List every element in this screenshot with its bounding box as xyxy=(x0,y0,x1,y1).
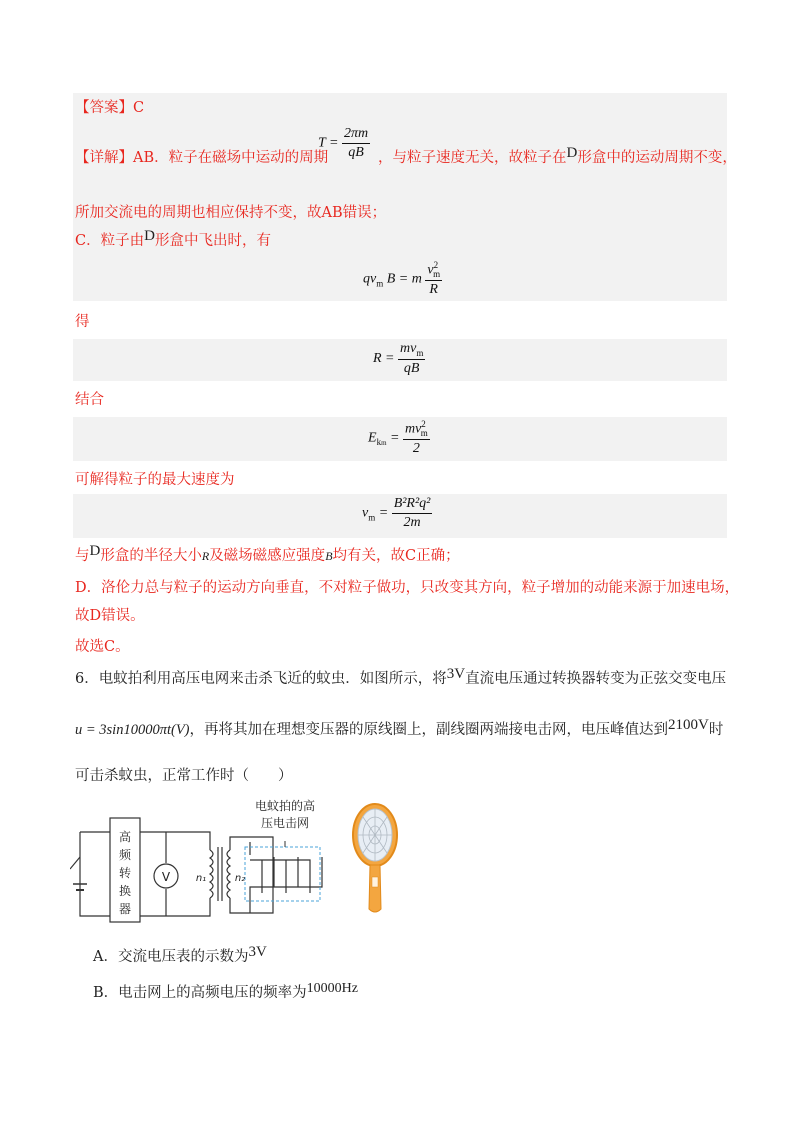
net-label-2: 压电击网 xyxy=(260,816,310,830)
d-option-line-2 xyxy=(75,606,145,626)
detail-text: ，与粒子速度无关，故粒子在 xyxy=(378,150,567,166)
detail-text: 形盒中飞出时，有 xyxy=(154,233,271,249)
question-line-3 xyxy=(75,766,293,786)
radius-equation xyxy=(373,341,425,377)
kejie-line xyxy=(75,470,235,490)
frac-sub: m xyxy=(420,428,428,439)
detail-text: 形盒的半径大小 xyxy=(100,548,202,564)
converter-char-4: 换 xyxy=(118,884,132,898)
eq-mid: B = m xyxy=(386,271,422,287)
option-a-value: 3V xyxy=(248,944,267,960)
detail-text: 及磁场磁感应强度 xyxy=(209,548,326,564)
d-symbol: D xyxy=(144,228,155,244)
frac-num: 2πm xyxy=(342,126,370,144)
frac-sup: 2 xyxy=(421,419,426,429)
conclusion-text: 故选C。 xyxy=(75,639,130,655)
frac-sub: m xyxy=(433,269,441,280)
net-highlight xyxy=(245,847,320,901)
frac-sup: 2 xyxy=(433,260,439,270)
detail-label: 【详解】 xyxy=(75,150,133,166)
n2-label: n₂ xyxy=(234,873,246,884)
frac-den: 2 xyxy=(412,441,420,457)
converter-char-5: 器 xyxy=(118,902,132,916)
converter-char-2: 频 xyxy=(118,848,132,862)
option-a xyxy=(93,944,267,967)
detail-line-1 xyxy=(75,148,328,168)
jiehe-line xyxy=(75,390,104,410)
option-b xyxy=(93,983,358,1004)
fraction xyxy=(403,419,430,457)
option-b-text: B．电击网上的高频电压的频率为 xyxy=(93,985,307,1001)
d-symbol: D xyxy=(89,543,101,559)
fraction xyxy=(342,126,370,161)
frac-sub: m xyxy=(416,347,424,358)
de-line xyxy=(75,312,90,332)
racket-icon xyxy=(353,804,397,912)
frac-den: R xyxy=(429,282,438,298)
question-text: 直流电压通过转换器转变为正弦交变电压 xyxy=(465,671,727,687)
detail-text: 形盒中的运动周期不变， xyxy=(577,150,737,166)
option-a-text: A．交流电压表的示数为 xyxy=(93,949,249,965)
r-symbol: R xyxy=(201,549,210,563)
detail-line-2 xyxy=(75,203,386,223)
detail-text: 得 xyxy=(75,314,90,330)
converter-char-1: 高 xyxy=(118,830,132,844)
frac-den: qB xyxy=(403,360,420,376)
conclusion-line xyxy=(75,637,130,657)
frac-num: B²R²q² xyxy=(392,496,433,514)
eq-lhs: R = xyxy=(373,351,395,367)
force-equation xyxy=(363,260,442,298)
switch-lever xyxy=(70,857,80,869)
question-text: 可击杀蚊虫，正常工作时（ ） xyxy=(75,768,293,784)
answer-label: 【答案】 xyxy=(75,100,133,116)
d-symbol: D xyxy=(89,608,102,624)
eq-sign: = xyxy=(390,430,400,446)
voltmeter-label: V xyxy=(161,870,171,884)
frac-num: mv xyxy=(404,421,422,437)
d-option-line-1 xyxy=(75,578,739,598)
d-symbol: D xyxy=(566,145,578,161)
circuit-figure xyxy=(70,785,530,925)
eq-lhs: qv xyxy=(363,271,377,287)
eq-sign: = xyxy=(378,505,389,521)
detail-text: 可解得粒子的最大速度为 xyxy=(75,472,235,488)
fraction xyxy=(425,260,442,298)
voltage-formula: u = 3sin10000πt(V) xyxy=(75,722,190,738)
voltage-2100v: 2100V xyxy=(668,717,709,733)
frac-den: qB xyxy=(348,145,364,160)
n1-label: n₁ xyxy=(195,873,207,884)
period-equation xyxy=(318,126,370,161)
frac-num: mv xyxy=(400,341,417,356)
option-b-value: 10000Hz xyxy=(306,981,358,996)
vmax-equation xyxy=(362,496,432,531)
question-line-1 xyxy=(75,666,727,689)
question-text: ，再将其加在理想变压器的原线圈上，副线圈两端接电击网，电压峰值达到 xyxy=(189,722,669,738)
question-text: 时 xyxy=(708,722,724,738)
eq-sub: m xyxy=(376,278,384,289)
fraction xyxy=(392,496,433,531)
question-text: 6．电蚊拍利用高压电网来击杀飞近的蚊虫．如图所示，将 xyxy=(75,671,447,687)
detail-line-1b xyxy=(378,145,737,168)
detail-text: C．粒子由 xyxy=(75,233,145,249)
net-label-1: 电蚊拍的高 xyxy=(254,799,316,813)
detail-line-final xyxy=(75,543,460,566)
detail-text: 与 xyxy=(75,548,90,564)
voltage-3v: 3V xyxy=(446,666,466,682)
eq-sub: k xyxy=(376,437,382,448)
question-line-2 xyxy=(75,717,724,740)
eq-lhs: T = xyxy=(318,135,339,151)
eq-sub2: m xyxy=(381,439,387,448)
detail-text: 故 xyxy=(75,608,90,624)
answer-line xyxy=(75,98,144,118)
eq-sub: m xyxy=(368,512,376,523)
eq-lhs: E xyxy=(368,430,377,446)
detail-text: 结合 xyxy=(75,392,104,408)
detail-text: D．洛伦力总与粒子的运动方向垂直，不对粒子做功，只改变其方向，粒子增加的动能来源于加速电场， xyxy=(75,580,740,596)
detail-line-3 xyxy=(75,228,271,251)
detail-text: 所加交流电的周期也相应保持不变，故AB错误； xyxy=(75,205,387,221)
energy-equation xyxy=(368,419,430,457)
detail-text: AB．粒子在磁场中运动的周期 xyxy=(133,150,329,166)
eq-lhs: v xyxy=(362,505,369,521)
fraction xyxy=(398,341,425,377)
detail-text: 错误。 xyxy=(101,608,145,624)
detail-text: 均有关，故C正确； xyxy=(332,548,460,564)
answer-value: C xyxy=(133,100,145,116)
converter-char-3: 转 xyxy=(118,866,132,880)
b-symbol: B xyxy=(325,549,333,563)
frac-num: v xyxy=(427,262,434,278)
frac-den: 2m xyxy=(403,515,421,530)
